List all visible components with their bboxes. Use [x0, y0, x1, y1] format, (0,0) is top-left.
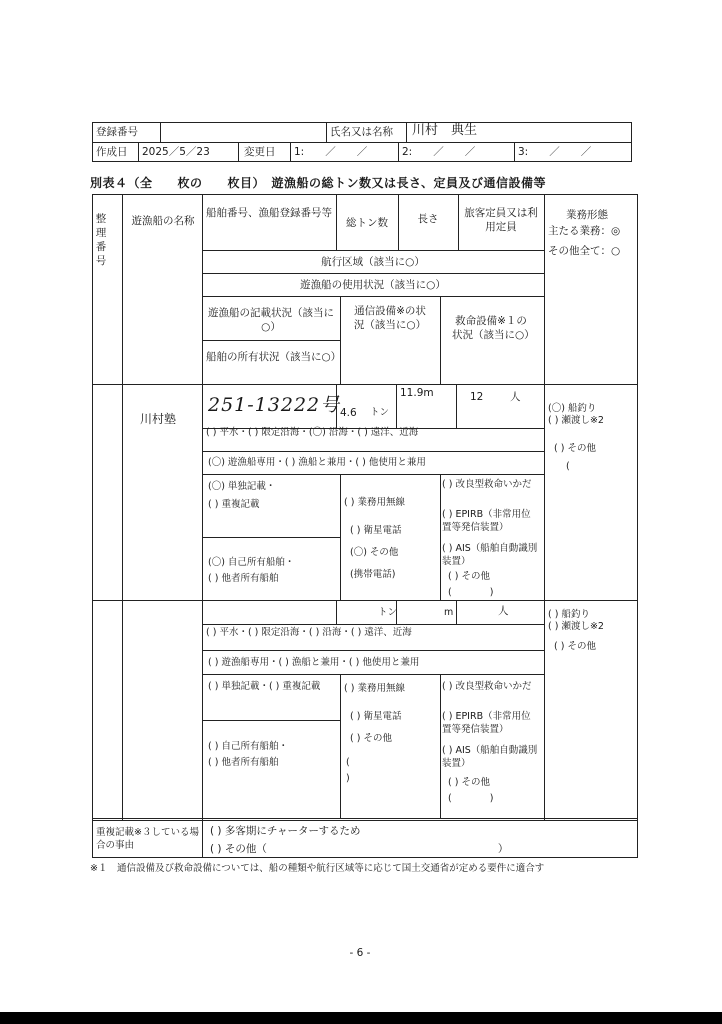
col-rescue-header: 救命設備※１の状況（該当に○） — [452, 315, 535, 341]
row1-own-2: ( ) 他者所有船舶 — [208, 573, 279, 584]
row1-business-ferry: ( ) 瀬渡し※2 — [548, 415, 604, 426]
row1-ton-unit: トン — [370, 407, 390, 418]
row1-business-fishing: (〇) 船釣り — [548, 403, 597, 414]
row1-capacity: 12 — [470, 391, 484, 403]
change-date-3: 3: ／ ／ — [518, 146, 592, 158]
col-length-header: 長さ — [417, 213, 439, 225]
row2-comm-1: ( ) 業務用無線 — [344, 683, 405, 694]
reg-no-label: 登録番号 — [96, 126, 138, 138]
row1-record-2: ( ) 重複記載 — [208, 499, 260, 510]
row2-business-fishing: ( ) 船釣り — [548, 609, 590, 620]
row2-comm-3: ( ) その他 — [350, 733, 392, 744]
col-capacity-header: 旅客定員又は利用定員 — [464, 207, 538, 233]
col-business-header: 業務形態 — [566, 209, 608, 221]
col-ownership-header: 船舶の所有状況（該当に○） — [206, 351, 342, 363]
row1-rescue-3: ( ) AIS（船舶自動識別装置） — [442, 543, 538, 567]
row2-own-2: ( ) 他者所有船舶 — [208, 757, 279, 768]
row2-comm-5: ) — [346, 773, 350, 784]
duplicate-option-2: ( ) その他（ ） — [210, 843, 509, 855]
row2-rescue-1: ( ) 改良型救命いかだ — [442, 681, 532, 692]
created-value: 2025／5／23 — [142, 146, 210, 158]
row2-rescue-3: ( ) AIS（船舶自動識別装置） — [442, 745, 538, 769]
row2-rescue-4: ( ) その他 — [448, 777, 490, 788]
row1-comm-4: (携帯電話) — [350, 569, 396, 580]
row1-record-1: (〇) 単独記載・ — [208, 481, 276, 492]
col-record-header: 遊漁船の記載状況（該当に○） — [208, 307, 334, 333]
col-usage-header: 遊漁船の使用状況（該当に○） — [300, 279, 446, 291]
row2-comm-2: ( ) 衛星電話 — [350, 711, 402, 722]
row1-own-1: (〇) 自己所有船舶・ — [208, 557, 295, 568]
name-label: 氏名又は名称 — [330, 126, 393, 138]
row2-rescue-2: ( ) EPIRB（非常用位置等発信装置） — [442, 711, 531, 735]
row1-rescue-5: ( ) — [448, 587, 494, 598]
col-tonnage-header: 総トン数 — [346, 217, 388, 229]
col-seiri-header: 整理番号 — [95, 213, 107, 267]
name-value: 川村 典生 — [412, 123, 478, 138]
page-title: 別表４（全 枚の 枚目） 遊漁船の総トン数又は長さ、定員及び通信設備等 — [90, 176, 547, 190]
row1-tonnage: 4.6 — [340, 407, 357, 419]
row1-ship-no: 251-13222号 — [208, 394, 341, 416]
row2-business-ferry: ( ) 瀬渡し※2 — [548, 621, 604, 632]
change-date-2: 2: ／ ／ — [402, 146, 476, 158]
col-business-main: 主たる業務：◎ — [548, 225, 621, 237]
row1-person-unit: 人 — [510, 391, 521, 403]
row2-record: ( ) 単独記載・( ) 重複記載 — [208, 681, 321, 692]
row1-usage: (〇) 遊漁船専用・( ) 漁船と兼用・( ) 他使用と兼用 — [208, 457, 426, 468]
row1-area: ( ) 平水・( ) 限定沿海・(〇) 沿海・( ) 遠洋、近海 — [206, 427, 419, 438]
row2-usage: ( ) 遊漁船専用・( ) 漁船と兼用・( ) 他使用と兼用 — [208, 657, 420, 668]
row2-ton-unit: トン — [378, 607, 398, 618]
row1-comm-3: (〇) その他 — [350, 547, 399, 558]
row2-rescue-5: ( ) — [448, 793, 494, 804]
row2-length-unit: m — [444, 607, 454, 618]
duplicate-label: 重複記載※３している場合の事由 — [96, 827, 199, 851]
page-number: - 6 - — [349, 947, 371, 959]
created-label: 作成日 — [96, 146, 128, 158]
change-date-1: 1: ／ ／ — [294, 146, 368, 158]
footnote: ※１ 通信設備及び救命設備については、船の種類や航行区域等に応じて国土交通省が定める要件に適合す — [90, 863, 545, 874]
row1-rescue-4: ( ) その他 — [448, 571, 490, 582]
row1-comm-1: ( ) 業務用無線 — [344, 497, 405, 508]
changed-label: 変更日 — [244, 146, 276, 158]
col-area-header: 航行区域（該当に○） — [321, 256, 425, 268]
row2-business-other: ( ) その他 — [554, 641, 596, 652]
row1-business-other: ( ) その他 — [554, 443, 596, 454]
row2-own-1: ( ) 自己所有船舶・ — [208, 741, 288, 752]
row2-area: ( ) 平水・( ) 限定沿海・( ) 沿海・( ) 遠洋、近海 — [206, 627, 412, 638]
row1-name: 川村塾 — [140, 412, 177, 426]
col-name-header: 遊漁船の名称 — [131, 215, 195, 227]
header-divider — [92, 142, 632, 143]
row2-person-unit: 人 — [498, 605, 509, 617]
row1-business-paren: ( — [566, 461, 570, 472]
row1-rescue-1: ( ) 改良型救命いかだ — [442, 479, 532, 490]
col-shipno-header: 船舶番号、漁船登録番号等 — [206, 207, 332, 219]
row1-comm-2: ( ) 衛星電話 — [350, 525, 402, 536]
col-comm-header: 通信設備※の状況（該当に○） — [353, 305, 427, 331]
col-business-other: その他全て：○ — [548, 245, 621, 257]
bottom-bar — [0, 1012, 722, 1024]
duplicate-option-1: ( ) 多客期にチャーターするため — [210, 825, 361, 837]
row1-length: 11.9m — [400, 387, 434, 399]
row1-rescue-2: ( ) EPIRB（非常用位置等発信装置） — [442, 509, 531, 533]
row2-comm-4: ( — [346, 757, 350, 768]
